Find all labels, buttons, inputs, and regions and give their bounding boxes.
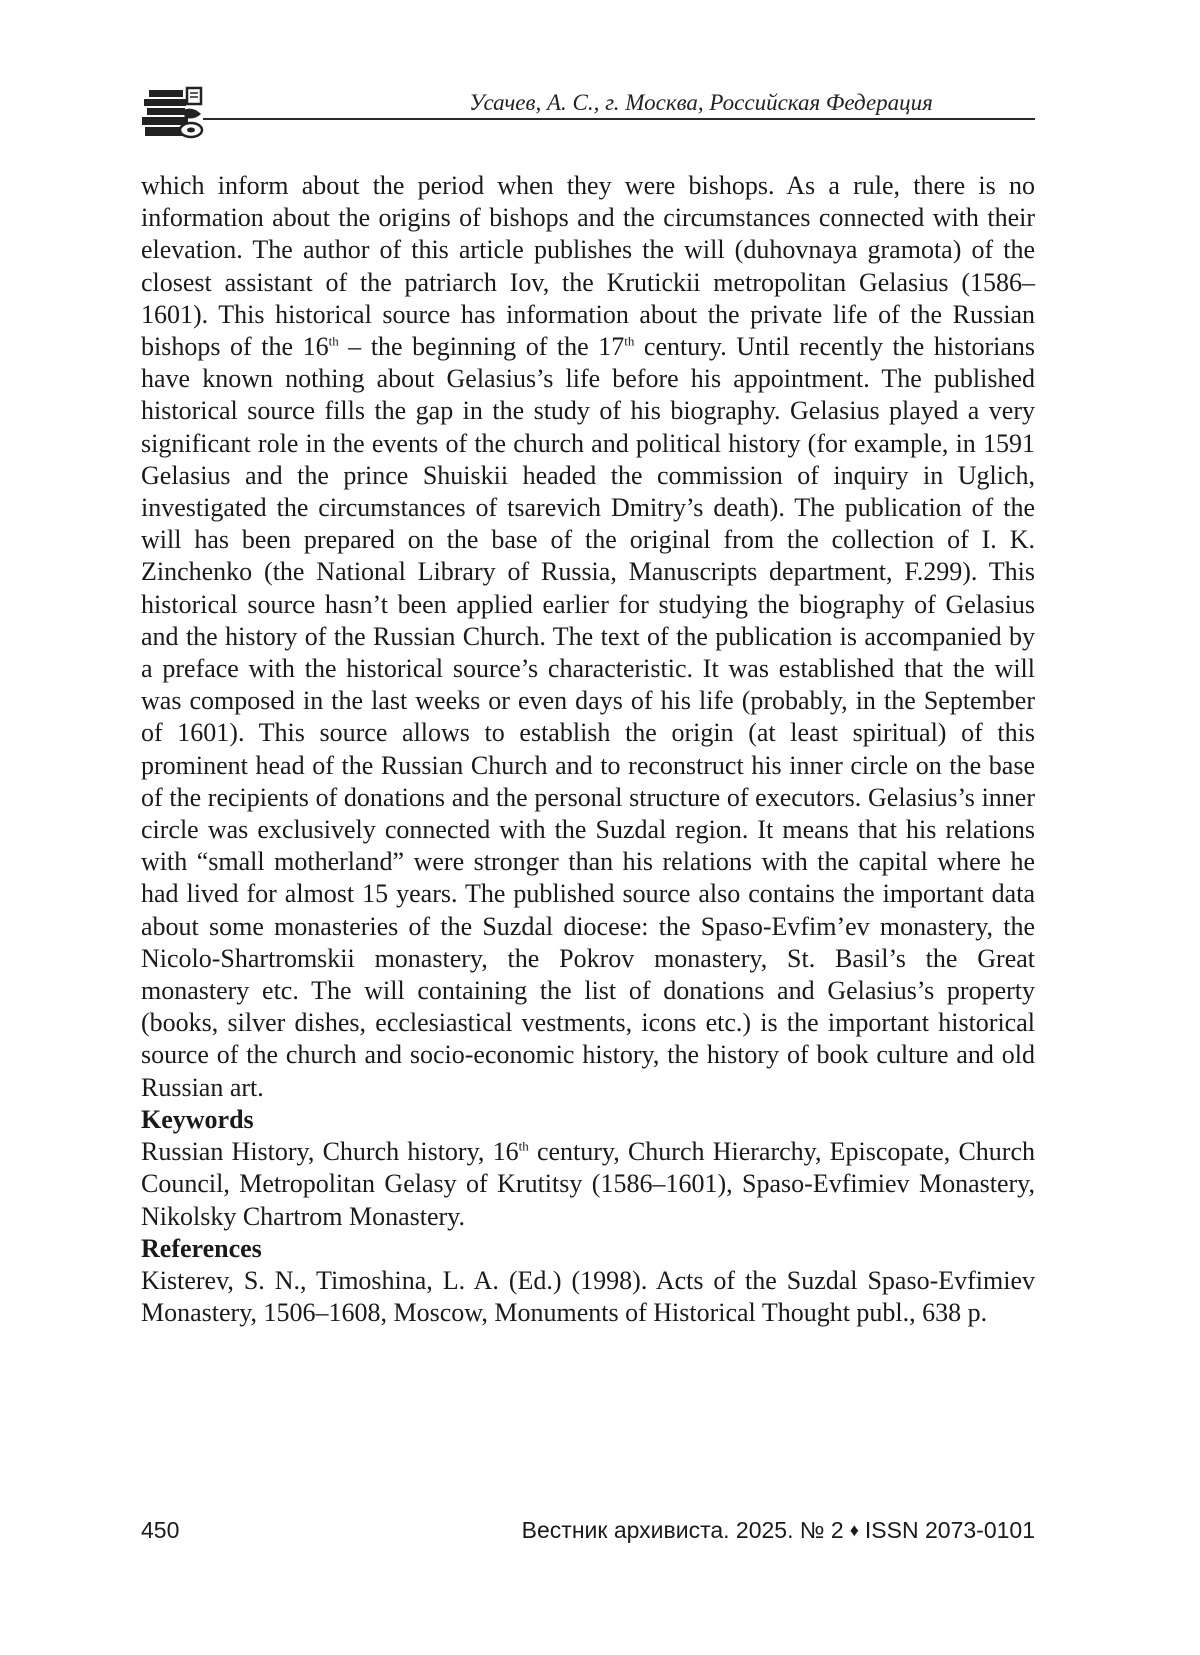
superscript-th: th <box>624 333 635 349</box>
journal-title: Вестник архивиста. 2025. № 2 <box>521 1517 844 1543</box>
abstract-text-2: – the beginning of the 17 <box>338 332 625 362</box>
abstract-text-3: century. Until recently the historians have known nothing about Gelasius’s life before his appointment. The published historical source fills the gap in the study of his biography. Gelasius played a very significant role in the events of the church and political history (for example, in 1591 Gelasius and the prince Shuiskii headed the commission of inquiry in Uglich, investigated the circumstances of tsarevich Dmitry’s death). The publication of the will has been prepared on the base of the original from the collection of I. K. Zinchenko (the National Library of Russia, Manuscripts department, F.299). This historical source hasn’t been applied earlier for studying the biography of Gelasius and the history of the Russian Church. The text of the publication is accompanied by a preface with the historical source’s characteristic. It was established that the will was composed in the last weeks or even days of his life (probably, in the September of 1601). This source allows to establish the origin (at least spiritual) of this prominent head of the Russian Church and to reconstruct his inner circle on the base of the recipients of donations and the personal structure of executors. Gelasius’s inner circle was exclusively connected with the Suzdal region. It means that his relations with “small motherland” were stronger than his relations with the capital where he had lived for almost 15 years. The published source also contains the important data about some monasteries of the Suzdal diocese: the Spaso-Evfim’ev monastery, the Nicolo-Shartromskii monastery, the Pokrov monastery, St. Basil’s the Great monastery etc. The will containing the list of donations and Gelasius’s property (books, silver dishes, ecclesiastical vestments, icons etc.) is the important historical source of the church and socio-economic history, the history of book culture and old Russian art. <box>141 332 1035 1102</box>
page-header <box>141 80 1035 152</box>
page-footer <box>141 1517 1035 1549</box>
references-heading: References <box>141 1233 262 1263</box>
superscript-th: th <box>518 1138 529 1154</box>
article-body <box>141 170 1035 1329</box>
keywords-text-1: Russian History, Church history, 16 <box>141 1137 519 1167</box>
diamond-separator-icon: ♦ <box>849 1520 859 1540</box>
keywords-text-2: century, Church Hierarchy, Episcopate, Church Council, Metropolitan Gelasy of Krutitsy (1586–1601), Spaso-Evfimiev Monastery, Nikolsky Chartrom Monastery. <box>141 1137 1035 1231</box>
journal-info <box>522 1517 1035 1544</box>
reference-item: Kisterev, S. N., Timoshina, L. A. (Ed.) (1998). Acts of the Suzdal Spaso-Evfimiev Monastery, 1506–1608, Moscow, Monuments of Historical Thought publ., 638 p. <box>141 1265 1035 1328</box>
header-rule <box>203 118 1035 120</box>
page-number: 450 <box>141 1517 180 1543</box>
abstract-text-1: which inform about the period when they were bishops. As a rule, there is no information about the origins of bishops and the circumstances connected with their elevation. The author of this article publishes the will (duhovnaya gramota) of the closest assistant of the patriarch Iov, the Krutickii metropolitan Gelasius (1586–1601). This historical source has information about the private life of the Russian bishops of the 16 <box>141 171 1035 362</box>
keywords-heading: Keywords <box>141 1104 254 1134</box>
abstract-paragraph <box>141 170 1035 1104</box>
issn: ISSN 2073-0101 <box>864 1517 1035 1543</box>
keywords-paragraph <box>141 1136 1035 1233</box>
superscript-th: th <box>328 333 339 349</box>
archive-logo-icon <box>141 86 207 142</box>
running-head: Усачев, А. С., г. Москва, Российская Федерация <box>469 90 933 115</box>
